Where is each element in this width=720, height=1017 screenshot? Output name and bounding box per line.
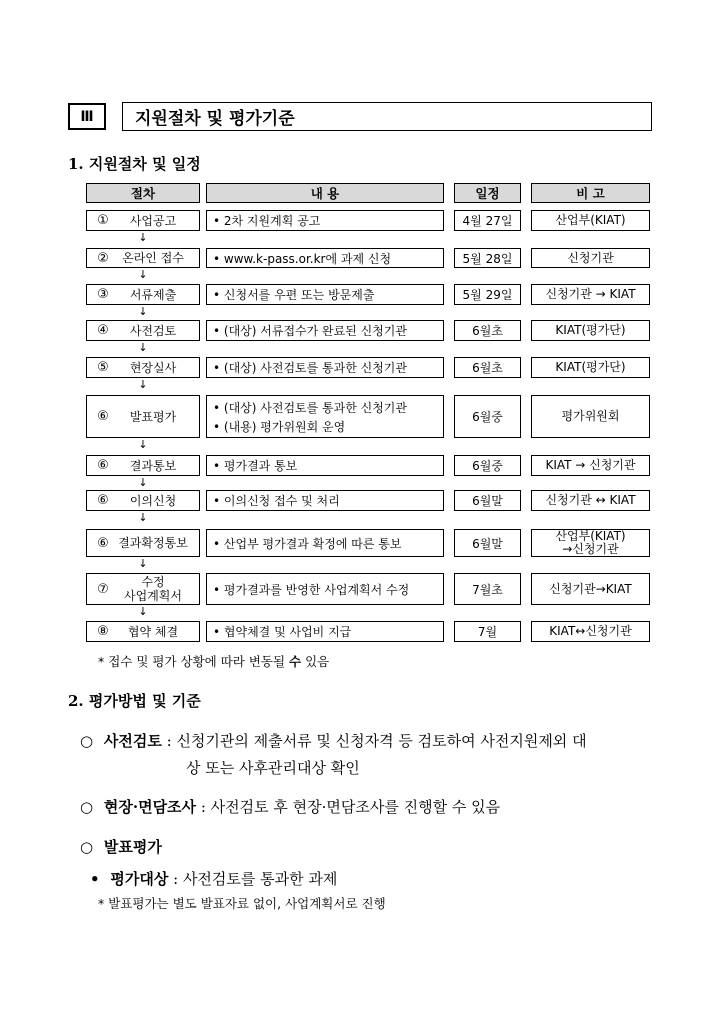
content-cell	[206, 455, 444, 476]
schedule-cell: 6월말	[454, 490, 521, 511]
criteria-subitem-target	[90, 868, 337, 889]
step-cell	[86, 320, 200, 341]
step-cell	[86, 210, 200, 231]
step-number: ②	[97, 250, 109, 266]
step-name: 협약 체결	[127, 624, 179, 639]
table-footnote	[98, 652, 329, 670]
step-number: ③	[97, 287, 109, 302]
criteria-sep: :	[196, 798, 211, 816]
flow-arrow: ↓	[138, 476, 148, 489]
content-line: • 협약체결 및 사업비 지급	[213, 625, 352, 639]
note-cell: KIAT↔신청기관	[531, 621, 650, 642]
content-line: • 신청서를 우편 또는 방문제출	[213, 288, 375, 302]
content-cell	[206, 395, 444, 438]
note-cell: 신청기관 → KIAT	[531, 284, 650, 305]
step-number: ⑦	[97, 581, 109, 597]
section-roman: Ⅲ	[80, 108, 94, 125]
content-lines	[213, 286, 374, 303]
criteria-item-prescreen-cont: 상 또는 사후관리대상 확인	[186, 759, 360, 777]
step-cell	[86, 284, 200, 305]
header-step: 절차	[86, 183, 200, 203]
step-name: 온라인 접수	[122, 251, 184, 265]
note-cell: 산업부(KIAT)	[531, 210, 650, 231]
content-line: • (대상) 사전검토를 통과한 신청기관	[213, 400, 407, 415]
step-cell	[86, 529, 200, 557]
circle-bullet: ○	[80, 732, 94, 750]
content-cell	[206, 320, 444, 341]
content-cell	[206, 248, 444, 268]
subheading-2: 2. 평가방법 및 기준	[68, 692, 201, 710]
content-line: • 이의신청 접수 및 처리	[213, 494, 340, 508]
step-name: 결과통보	[129, 458, 177, 473]
content-lines	[213, 492, 340, 509]
step-number: ⑥	[97, 458, 109, 473]
header-note: 비 고	[531, 183, 650, 203]
content-line: • (대상) 사전검토를 통과한 신청기관	[213, 361, 407, 375]
footnote-prefix: * 접수 및 평가 상황에 따라 변동될	[98, 654, 290, 669]
content-cell	[206, 284, 444, 305]
flow-arrow: ↓	[138, 438, 148, 451]
step-name: 서류제출	[129, 287, 177, 302]
criteria-item-prescreen	[80, 730, 587, 751]
sub-label: 평가대상	[110, 870, 169, 888]
step-name: 수정 사업계획서	[124, 575, 182, 603]
note-cell: KIAT(평가단)	[531, 320, 650, 341]
content-cell	[206, 210, 444, 231]
note-cell: KIAT(평가단)	[531, 357, 650, 378]
content-line: • 평가결과를 반영한 사업계획서 수정	[213, 582, 410, 597]
schedule-cell: 4월 27일	[454, 210, 521, 231]
content-line: • (내용) 평가위원회 운영	[213, 419, 346, 434]
step-name: 현장실사	[129, 360, 177, 375]
schedule-cell: 6월중	[454, 455, 521, 476]
content-cell	[206, 573, 444, 605]
sub-bullet: •	[90, 870, 100, 888]
step-cell	[86, 490, 200, 511]
criteria-text: 신청기관의 제출서류 및 신청자격 등 검토하여 사전지원제외 대	[176, 732, 587, 750]
header-schedule: 일정	[454, 183, 521, 203]
content-line: • 산업부 평가결과 확정에 따른 통보	[213, 536, 402, 551]
content-lines	[213, 322, 407, 339]
criteria-item-onsite	[80, 796, 500, 817]
flow-arrow: ↓	[138, 378, 148, 391]
sub-sep: :	[168, 870, 183, 888]
content-lines	[213, 623, 351, 640]
criteria-label: 현장·면담조사	[103, 798, 197, 816]
content-cell	[206, 529, 444, 557]
criteria-item-presentation	[80, 836, 162, 857]
schedule-cell: 7월	[454, 621, 521, 642]
schedule-cell: 6월초	[454, 320, 521, 341]
schedule-cell: 7월초	[454, 573, 521, 605]
footnote-suffix: 있음	[301, 654, 330, 669]
schedule-cell: 6월말	[454, 529, 521, 557]
flow-arrow: ↓	[138, 341, 148, 354]
flow-arrow: ↓	[138, 268, 148, 281]
note-cell: 신청기관	[531, 248, 650, 268]
content-lines	[213, 212, 320, 229]
content-line: • 평가결과 통보	[213, 459, 298, 473]
flow-arrow: ↓	[138, 305, 148, 318]
step-cell	[86, 621, 200, 642]
circle-bullet: ○	[80, 838, 94, 856]
content-lines	[213, 581, 409, 598]
content-lines	[213, 457, 297, 474]
step-number: ⑧	[97, 624, 109, 639]
content-lines	[213, 399, 407, 435]
content-cell	[206, 490, 444, 511]
step-name: 발표평가	[129, 409, 177, 424]
content-cell	[206, 621, 444, 642]
step-cell	[86, 573, 200, 605]
content-cell	[206, 357, 444, 378]
schedule-cell: 6월초	[454, 357, 521, 378]
step-number: ①	[97, 213, 109, 228]
note-cell: 신청기관 ↔ KIAT	[531, 490, 650, 511]
criteria-sep: :	[161, 732, 177, 750]
criteria-label: 발표평가	[103, 838, 162, 856]
sub-text: 사전검토를 통과한 과제	[182, 870, 338, 888]
step-number: ⑤	[97, 360, 109, 375]
step-cell	[86, 395, 200, 438]
note-cell: 평가위원회	[531, 395, 650, 438]
step-number: ④	[97, 323, 109, 338]
note-cell: 산업부(KIAT) →신청기관	[531, 529, 650, 557]
flow-arrow: ↓	[138, 557, 148, 570]
step-number: ⑥	[97, 535, 109, 551]
criteria-label: 사전검토	[103, 732, 162, 750]
schedule-cell: 6월중	[454, 395, 521, 438]
subheading-1: 1. 지원절차 및 일정	[68, 155, 201, 173]
step-name: 사전검토	[129, 323, 177, 338]
content-line: • 2차 지원계획 공고	[213, 214, 321, 228]
content-line: • www.k-pass.or.kr에 과제 신청	[213, 251, 392, 266]
step-cell	[86, 357, 200, 378]
step-cell	[86, 455, 200, 476]
circle-bullet: ○	[80, 798, 94, 816]
section-title: 지원절차 및 평가기준	[135, 109, 295, 129]
flow-arrow: ↓	[138, 605, 148, 618]
note-cell: 신청기관→KIAT	[531, 573, 650, 605]
step-cell	[86, 248, 200, 268]
content-line: • (대상) 서류접수가 완료된 신청기관	[213, 324, 407, 338]
schedule-cell: 5월 29일	[454, 284, 521, 305]
step-name: 사업공고	[129, 213, 177, 228]
step-name: 이의신청	[129, 493, 177, 508]
flow-arrow: ↓	[138, 231, 148, 244]
footnote-bold: 수	[289, 654, 302, 669]
schedule-cell: 5월 28일	[454, 248, 521, 268]
flow-arrow: ↓	[138, 511, 148, 524]
content-lines	[213, 535, 401, 552]
content-lines	[213, 250, 391, 267]
criteria-subnote: * 발표평가는 별도 발표자료 없이, 사업계획서로 진행	[98, 896, 386, 911]
criteria-text: 사전검토 후 현장·면담조사를 진행할 수 있음	[210, 798, 501, 816]
header-content: 내 용	[206, 183, 444, 203]
content-lines	[213, 359, 407, 376]
note-cell: KIAT → 신청기관	[531, 455, 650, 476]
step-number: ⑥	[97, 409, 109, 424]
step-name: 결과확정통보	[118, 536, 188, 550]
step-number: ⑥	[97, 493, 109, 508]
